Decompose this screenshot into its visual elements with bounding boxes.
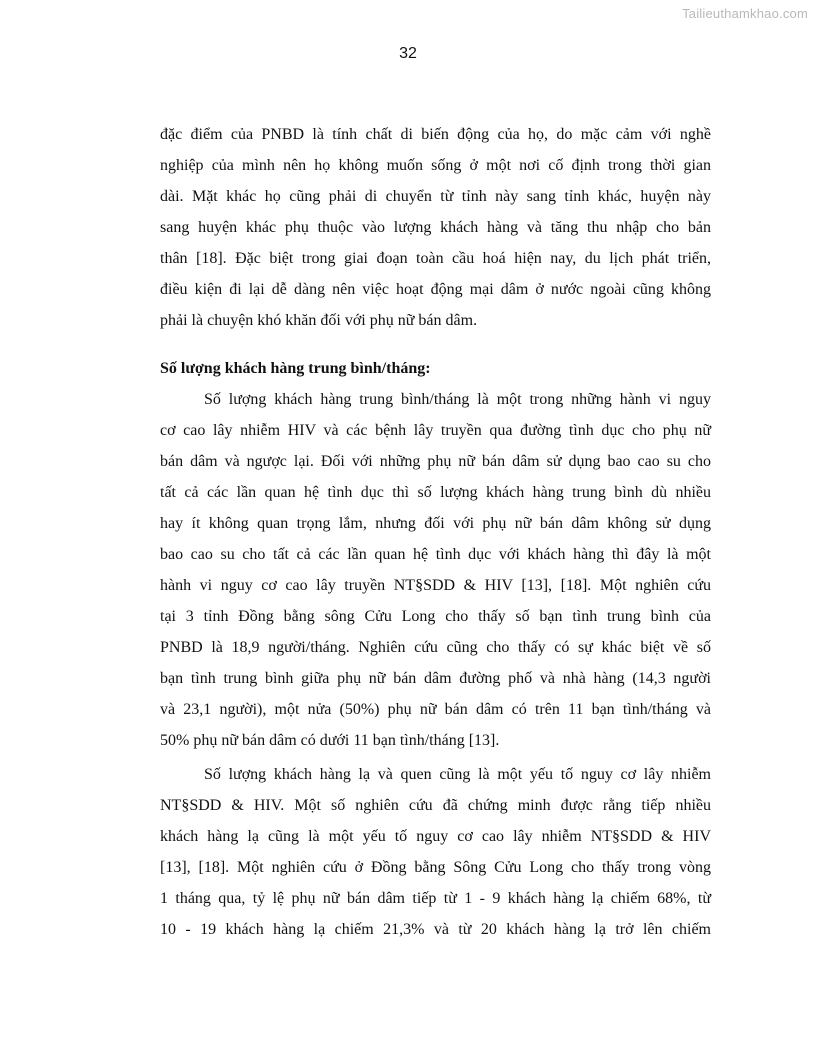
text-line: PNBD là 18,9 người/tháng. Nghiên cứu cũng cho thấy có sự khác biệt về số [160, 639, 711, 656]
text-line: 1 tháng qua, tỷ lệ phụ nữ bán dâm tiếp từ 1 - 9 khách hàng lạ chiếm 68%, từ [160, 890, 711, 907]
text-line: hay ít không quan trọng lắm, nhưng đối với phụ nữ bán dâm không sử dụng [160, 515, 711, 532]
text-line: bao cao su cho tất cả các lần quan hệ tình dục với khách hàng thì đây là một [160, 546, 711, 563]
text-line: cơ cao lây nhiễm HIV và các bệnh lây truyền qua đường tình dục cho phụ nữ [160, 422, 711, 439]
text-line: thân [18]. Đặc biệt trong giai đoạn toàn cầu hoá hiện nay, du lịch phát triển, [160, 250, 711, 267]
paragraph-new-vs-regular-clients [160, 759, 711, 945]
watermark: Tailieuthamkhao.com [682, 6, 808, 21]
text-line: bạn tình trung bình giữa phụ nữ bán dâm đường phố và nhà hàng (14,3 người [160, 670, 711, 687]
text-line: và 23,1 người), một nửa (50%) phụ nữ bán dâm có trên 11 bạn tình/tháng và [160, 701, 711, 718]
text-line: Số lượng khách hàng lạ và quen cũng là một yếu tố nguy cơ lây nhiễm [204, 766, 711, 783]
text-line: đặc điểm của PNBD là tính chất di biến động của họ, do mặc cảm với nghề [160, 126, 711, 143]
text-line: Số lượng khách hàng trung bình/tháng là một trong những hành vi nguy [204, 391, 711, 408]
text-line: tất cả các lần quan hệ tình dục thì số lượng khách hàng trung bình dù nhiều [160, 484, 711, 501]
page-number: 32 [399, 45, 417, 62]
text-line: khách hàng lạ cũng là một yếu tố nguy cơ cao lây nhiễm NT§SDD & HIV [160, 828, 711, 845]
text-line: bán dâm và ngược lại. Đối với những phụ nữ bán dâm sử dụng bao cao su cho [160, 453, 711, 470]
section-heading: Số lượng khách hàng trung bình/tháng: [160, 360, 431, 377]
text-line: nghiệp của mình nên họ không muốn sống ở một nơi cố định trong thời gian [160, 157, 711, 174]
text-line: NT§SDD & HIV. Một số nghiên cứu đã chứng minh được rằng tiếp nhiều [160, 797, 711, 814]
text-line: sang huyện khác phụ thuộc vào lượng khách hàng và tăng thu nhập cho bản [160, 219, 711, 236]
text-line: [13], [18]. Một nghiên cứu ở Đồng bằng Sông Cửu Long cho thấy trong vòng [160, 859, 711, 876]
section-heading-wrapper [160, 353, 711, 384]
text-line: dài. Mặt khác họ cũng phải di chuyển từ tỉnh này sang tỉnh khác, huyện này [160, 188, 711, 205]
text-line: hành vi nguy cơ cao lây truyền NT§SDD & HIV [13], [18]. Một nghiên cứu [160, 577, 711, 594]
text-line: phải là chuyện khó khăn đối với phụ nữ bán dâm. [160, 312, 478, 329]
text-line: điều kiện đi lại dễ dàng nên việc hoạt động mại dâm ở nước ngoài cũng không [160, 281, 711, 298]
text-line: 50% phụ nữ bán dâm có dưới 11 bạn tình/tháng [13]. [160, 732, 500, 749]
paragraph-client-count [160, 384, 711, 756]
text-line: 10 - 19 khách hàng lạ chiếm 21,3% và từ 20 khách hàng lạ trở lên chiếm [160, 921, 711, 938]
paragraph-continued [160, 119, 711, 336]
text-line: tại 3 tỉnh Đồng bằng sông Cửu Long cho thấy số bạn tình trung bình của [160, 608, 711, 625]
